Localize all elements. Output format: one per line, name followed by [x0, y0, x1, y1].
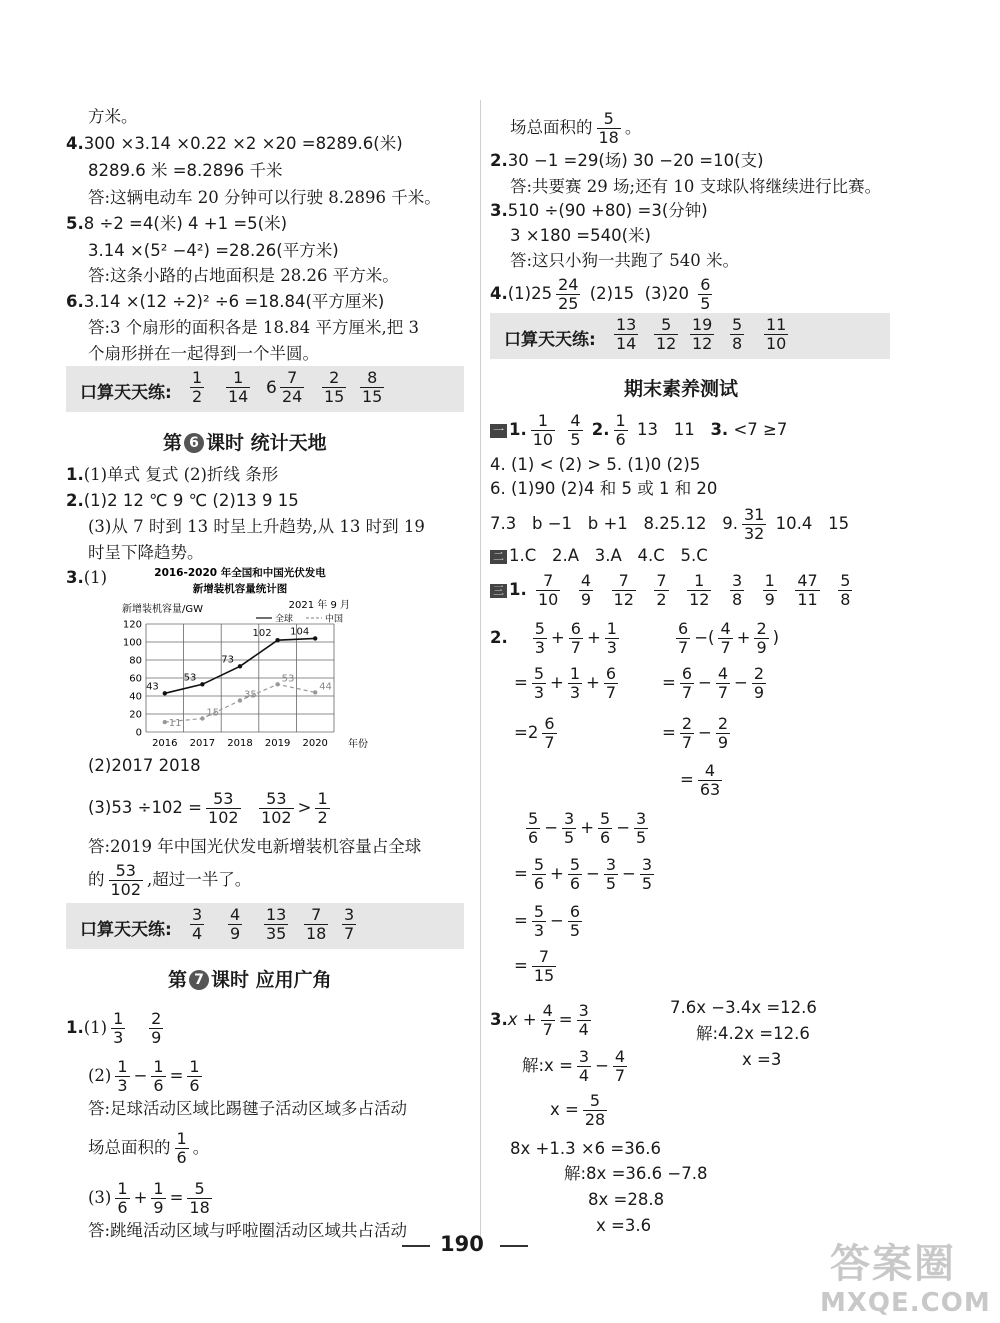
answer-text: 个扇形拼在一起得到一个半圆。 [88, 344, 319, 363]
data-label: 11 [168, 718, 182, 730]
answer-text: 答:这只小狗一共跑了 540 米。 [510, 251, 740, 270]
fraction: $\frac{8}{15}$ [362, 368, 383, 406]
answer-text: 时呈下降趋势。 [88, 543, 204, 562]
data-label: 35 [244, 689, 257, 701]
answer-text: 答:跳绳活动区域与呼啦圈活动区域共占活动 [88, 1221, 408, 1240]
question-number: 4. [66, 134, 84, 153]
x-tick-label: 2016 [152, 738, 178, 749]
y-tick-label: 0 [135, 727, 142, 739]
fraction: $\frac{1}{2}$ [192, 368, 203, 406]
data-label: 44 [319, 681, 332, 693]
section-2: 二 1.C 2.A 3.A 4.C 5.C [490, 545, 708, 567]
section-1-line-1: 一 1. $\frac{1}{10}$ $\frac{4}{5}$ 2. $\frac{1}{6}$ 13 11 3. <7 ≥7 [490, 412, 787, 449]
equation-1-step: 解:x = $\frac{3}{4}$ − $\frac{4}{7}$ [522, 1047, 626, 1085]
calc-b-4: = $\frac{4}{63}$ [680, 761, 721, 799]
equation-2: 7.6x −3.4x =12.6 [670, 998, 817, 1017]
fraction: $\frac{53}{102}$ [110, 861, 142, 899]
calc-a-3: =2 $\frac{6}{7}$ [514, 714, 555, 752]
data-point [313, 636, 317, 640]
y-tick-label: 20 [129, 709, 142, 721]
equation-2-result: x =3 [742, 1050, 782, 1069]
question-2: 2.30 −1 =29(场) 30 −20 =10(支) [490, 151, 764, 170]
answer-text: 答:足球活动区域比踢毽子活动区域多占活动 [88, 1099, 408, 1118]
data-label: 104 [290, 626, 310, 638]
answer-text: 答:2019 年中国光伏发电新增装机容量占全球 [88, 837, 422, 856]
data-point [238, 698, 242, 702]
legend-label: 中国 [325, 614, 344, 625]
data-label: 43 [146, 681, 159, 693]
data-point [163, 691, 167, 695]
lesson7-q1: 1.(1) $\frac{1}{3}$ $\frac{2}{9}$ [66, 1009, 162, 1047]
y-tick-label: 120 [122, 619, 142, 631]
calc-a-2: = $\frac{5}{3}$ + $\frac{1}{3}$ + $\frac{6}{7}$ [514, 664, 617, 702]
practice-label: 口算天天练: [80, 920, 172, 940]
equation-3-step: 8x =28.8 [588, 1190, 665, 1209]
equation-3-step: 解:8x =36.6 −7.8 [564, 1164, 708, 1183]
page-number-dash [402, 1245, 430, 1247]
data-label: 53 [281, 673, 295, 685]
answer-text: 场总面积的 $\frac{1}{6}$ 。 [88, 1129, 210, 1167]
final-test-title: 期末素养测试 [624, 378, 739, 400]
fraction: $\frac{4}{9}$ [230, 905, 241, 943]
whole-number: 6 [266, 378, 277, 398]
calc-b-3: = $\frac{2}{7}$ − $\frac{2}{9}$ [662, 714, 729, 752]
section-1-line-2: 4. (1) < (2) > 5. (1)0 (2)5 [490, 455, 701, 474]
formula: (2) $\frac{1}{3}$ − $\frac{1}{6}$ = $\frac{1}{6}$ [88, 1057, 200, 1095]
fraction: $\frac{5}{18}$ [598, 109, 619, 147]
calc-a-1: 2. $\frac{5}{3}$ + $\frac{6}{7}$ + $\frac{1}{3}$ [490, 619, 617, 657]
practice-label: 口算天天练: [80, 383, 172, 403]
formula: 300 ×3.14 ×0.22 ×2 ×20 =8289.6(米) [83, 134, 403, 153]
lesson-number-badge: 7 [189, 970, 209, 990]
section-3-line-1: 三 1. $\frac{7}{10}$ $\frac{4}{9}$ $\frac{7}{12}$ $\frac{7}{2}$ $\frac{1}{12}$ $\frac{3}{8}$ $\frac{1}{9}$ $\frac{47}{11}$ $\frac{5}{8}$ [490, 572, 856, 609]
data-label: 73 [221, 654, 234, 666]
series-line-china [165, 684, 315, 722]
x-tick-label: 2017 [189, 738, 216, 749]
lesson-7-heading: 第 7 课时 应用广角 [168, 969, 332, 991]
question-4 [66, 133, 403, 155]
formula: 3 ×180 =540(米) [510, 226, 651, 245]
fraction: $\frac{1}{14}$ [228, 368, 249, 406]
y-tick-label: 60 [129, 673, 142, 685]
fraction: $\frac{7}{24}$ [282, 368, 303, 406]
data-point [200, 716, 204, 720]
legend-label: 全球 [275, 614, 294, 625]
answer-text: (2)2017 2018 [88, 756, 201, 775]
y-tick-label: 100 [122, 637, 142, 649]
page-number: 190 [440, 1232, 484, 1256]
fraction: $\frac{3}{4}$ [192, 905, 203, 943]
data-point [313, 690, 317, 694]
data-label: 53 [183, 672, 197, 684]
lesson-number-badge: 6 [184, 433, 204, 453]
fraction: $\frac{1}{3}$ [113, 1009, 124, 1047]
formula: 3.14 ×(12 ÷2)² ÷6 =18.84(平方厘米) [83, 292, 385, 311]
y-tick-label: 40 [129, 691, 142, 703]
fraction: $\frac{53}{102}$ [261, 789, 292, 827]
question-5 [66, 213, 287, 235]
answer-text: 答:这条小路的占地面积是 28.26 平方米。 [88, 266, 399, 285]
equation-3: 8x +1.3 ×6 =36.6 [510, 1139, 661, 1158]
lesson6-q3: 3.(1) [66, 568, 108, 587]
question-6 [66, 291, 384, 313]
fraction: $\frac{1}{6}$ [176, 1129, 187, 1167]
practice-bar-2 [66, 903, 464, 949]
column-divider [480, 100, 481, 1240]
fraction: $\frac{13}{35}$ [266, 905, 287, 943]
question-number: 5. [66, 214, 84, 233]
data-point [275, 638, 279, 642]
chart-title: 2016-2020 年全国和中国光伏发电 [154, 567, 326, 579]
calc-b-1: $\frac{6}{7}$ −( $\frac{4}{7}$ + $\frac{2}{9}$ ) [678, 619, 780, 657]
watermark-logo: 答案圈 [830, 1241, 956, 1287]
answer-text: 答:共要赛 29 场;还有 10 支球队将继续进行比赛。 [510, 177, 882, 196]
answer-formula: (3)53 ÷102 = $\frac{53}{102}$ $\frac{53}{102}$ > $\frac{1}{2}$ [88, 789, 328, 827]
fraction: $\frac{3}{7}$ [344, 905, 355, 943]
lesson-6-heading: 第 6 课时 统计天地 [163, 432, 327, 454]
calc-c-3: = $\frac{5}{3}$ − $\frac{6}{5}$ [514, 902, 581, 940]
formula: 3.14 ×(5² −4²) =28.26(平方米) [88, 241, 339, 260]
chart-legend [256, 613, 343, 625]
question-4: 4.(1)25 $\frac{24}{25}$ (2)15 (3)20 $\frac{6}{5}$ [490, 275, 711, 313]
chart-grid [146, 624, 334, 732]
equation-3-result: x =3.6 [596, 1216, 652, 1235]
calc-c-2: = $\frac{5}{6}$ + $\frac{5}{6}$ − $\frac{3}{5}$ − $\frac{3}{5}$ [514, 855, 653, 893]
x-tick-label: 2019 [264, 738, 291, 749]
calc-b-2: = $\frac{6}{7}$ − $\frac{4}{7}$ − $\frac{2}{9}$ [662, 664, 765, 702]
data-label: 102 [252, 628, 272, 640]
chart-subtitle: 新增装机容量统计图 [192, 583, 288, 595]
lesson6-q1: 1.(1)单式 复式 (2)折线 条形 [66, 465, 279, 484]
text-line: 方米。 [88, 107, 138, 126]
fraction: $\frac{2}{15}$ [324, 368, 345, 406]
y-tick-label: 80 [129, 655, 142, 667]
practice-label: 口算天天练: [504, 330, 596, 350]
formula: 8 ÷2 =4(米) 4 +1 =5(米) [83, 214, 288, 233]
answer-text: 答:3 个扇形的面积各是 18.84 平方厘米,把 3 [88, 318, 420, 337]
equation-1-result: x = $\frac{5}{28}$ [550, 1091, 606, 1129]
answer-text: 的 $\frac{53}{102}$ ,超过一半了。 [88, 861, 252, 899]
formula: 8289.6 米 =8.2896 千米 [88, 161, 283, 180]
formula: (3) $\frac{1}{6}$ + $\frac{1}{9}$ = $\frac{5}{18}$ [88, 1179, 210, 1217]
data-label: 15 [206, 707, 220, 719]
chart-date-note: 2021 年 9 月 [288, 600, 350, 611]
equation-2-step: 解:4.2x =12.6 [696, 1024, 810, 1043]
fraction: $\frac{2}{9}$ [151, 1009, 162, 1047]
data-point [163, 720, 167, 724]
x-tick-label: 2018 [227, 738, 253, 749]
practice-bar-1 [66, 366, 464, 412]
watermark-url: MXQE.COM [820, 1288, 991, 1318]
fraction: $\frac{7}{18}$ [306, 905, 327, 943]
answer-text: 答:这辆电动车 20 分钟可以行驶 8.2896 千米。 [88, 188, 441, 207]
calc-c-4: = $\frac{7}{15}$ [514, 947, 555, 985]
answer-text: 场总面积的 $\frac{5}{18}$ 。 [510, 109, 642, 147]
chart-ylabel: 新增装机容量/GW [122, 604, 204, 615]
data-point [238, 664, 242, 668]
section-1-line-3: 6. (1)90 (2)4 和 5 或 1 和 20 [490, 479, 718, 498]
data-point [200, 682, 204, 686]
x-tick-label: 2020 [302, 738, 328, 749]
section-1-line-4: 7.3 b −1 b +1 8.25.12 9. $\frac{31}{32}$ 10.4 15 [490, 505, 850, 543]
line-chart [100, 560, 368, 750]
practice-bar-3: 口算天天练: $\frac{13}{14}$ $\frac{5}{12}$ $\frac{19}{12}$ $\frac{5}{8}$ $\frac{11}{10}$ [490, 313, 890, 359]
calc-c-1: $\frac{5}{6}$ − $\frac{3}{5}$ + $\frac{5}{6}$ − $\frac{3}{5}$ [528, 809, 647, 847]
question-number: 6. [66, 292, 84, 311]
question-3: 3.510 ÷(90 +80) =3(分钟) [490, 201, 708, 220]
page-number-dash [500, 1245, 528, 1247]
fraction: $\frac{1}{2}$ [317, 789, 328, 827]
chart-xlabel: 年份 [348, 739, 368, 750]
equation-1: 3.x + $\frac{4}{7}$ = $\frac{3}{4}$ [490, 1001, 589, 1039]
lesson6-q2: 2.(1)2 12 ℃ 9 ℃ (2)13 9 15 [66, 491, 299, 510]
answer-text: (3)从 7 时到 13 时呈上升趋势,从 13 时到 19 [88, 517, 425, 536]
data-point [275, 682, 279, 686]
fraction: $\frac{53}{102}$ [208, 789, 239, 827]
